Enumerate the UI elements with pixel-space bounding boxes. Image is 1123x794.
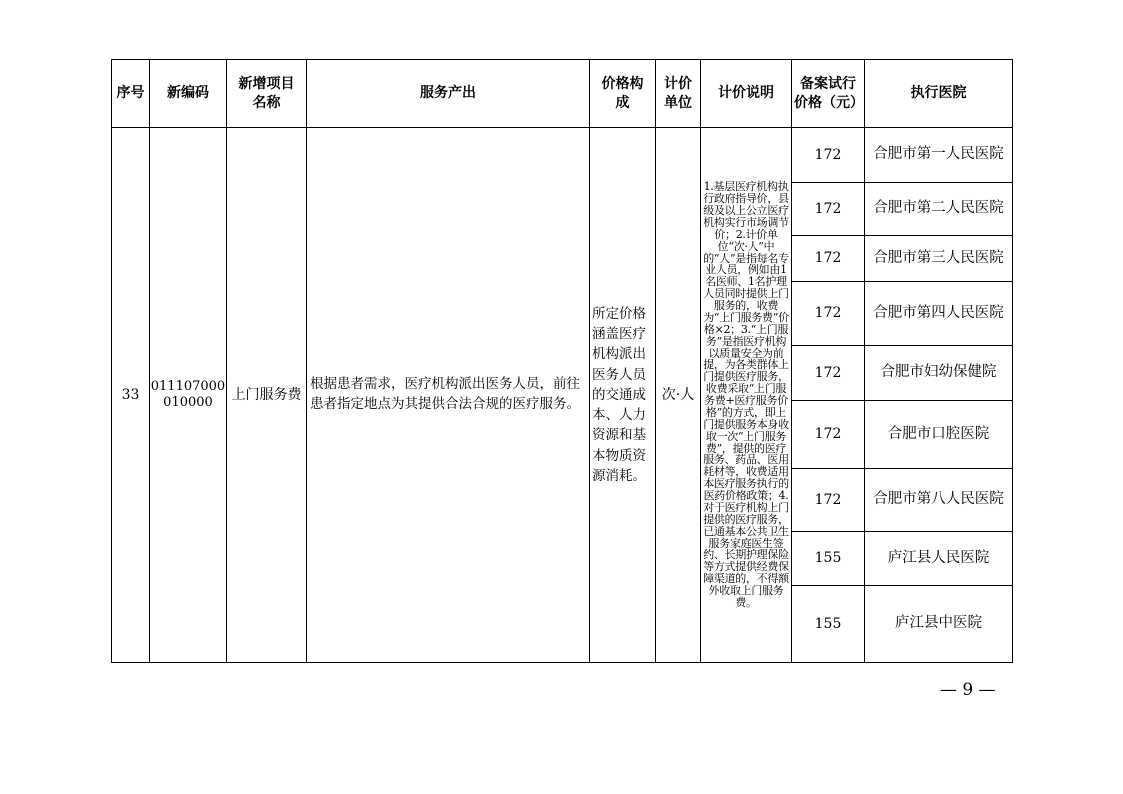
header-hospital: 执行医院 bbox=[865, 60, 1013, 128]
hospital-name: 合肥市第八人民医院 bbox=[865, 469, 1013, 532]
page-number: — 9 — bbox=[940, 680, 996, 700]
hospital-price: 172 bbox=[792, 401, 865, 469]
table-row bbox=[112, 128, 1013, 183]
row-seq: 33 bbox=[112, 128, 150, 663]
hospital-price: 172 bbox=[792, 282, 865, 346]
hospital-name: 合肥市第四人民医院 bbox=[865, 282, 1013, 346]
row-code: 011107000010000 bbox=[150, 128, 227, 663]
header-price: 备案试行价格（元） bbox=[792, 60, 865, 128]
row-composition: 所定价格涵盖医疗机构派出医务人员的交通成本、人力资源和基本物质资源消耗。 bbox=[590, 128, 656, 663]
hospital-name: 合肥市第一人民医院 bbox=[865, 128, 1013, 183]
hospital-name: 合肥市第二人民医院 bbox=[865, 183, 1013, 236]
header-unit: 计价单位 bbox=[656, 60, 701, 128]
hospital-price: 172 bbox=[792, 183, 865, 236]
header-seq: 序号 bbox=[112, 60, 150, 128]
price-table bbox=[111, 59, 1013, 663]
hospital-price: 172 bbox=[792, 469, 865, 532]
hospital-name: 合肥市妇幼保健院 bbox=[865, 346, 1013, 401]
hospital-price: 172 bbox=[792, 128, 865, 183]
hospital-name: 庐江县中医院 bbox=[865, 586, 1013, 663]
header-name: 新增项目名称 bbox=[227, 60, 307, 128]
hospital-price: 155 bbox=[792, 586, 865, 663]
row-service: 根据患者需求，医疗机构派出医务人员，前往患者指定地点为其提供合法合规的医疗服务。 bbox=[307, 128, 590, 663]
hospital-price: 172 bbox=[792, 346, 865, 401]
header-composition: 价格构成 bbox=[590, 60, 656, 128]
row-note: 1.基层医疗机构执行政府指导价，县级及以上公立医疗机构实行市场调节价；2.计价单位“次·人”中的“人”是指每名专业人员，例如由1名医师、1名护理人员同时提供上门服务的，收费为“上门服务费”价格×2；3.“上门服务”是指医疗机构以质量安全为前提，为各类群体上门提供医疗服务，收费采取“上门服务费+医疗服务价格”的方式，即上门提供服务本身收取一次“上门服务费”，提供的医疗服务、药品、医用耗材等，收费适用本医疗服务执行的医药价格政策；4.对于医疗机构上门提供的医疗服务，已通基本公共卫生服务家庭医生签约、长期护理保险等方式提供经费保障渠道的，不得额外收取上门服务费。 bbox=[701, 128, 792, 663]
row-unit: 次·人 bbox=[656, 128, 701, 663]
header-note: 计价说明 bbox=[701, 60, 792, 128]
hospital-name: 庐江县人民医院 bbox=[865, 532, 1013, 586]
hospital-name: 合肥市口腔医院 bbox=[865, 401, 1013, 469]
header-service: 服务产出 bbox=[307, 60, 590, 128]
header-code: 新编码 bbox=[150, 60, 227, 128]
hospital-price: 155 bbox=[792, 532, 865, 586]
row-name: 上门服务费 bbox=[227, 128, 307, 663]
header-row bbox=[112, 60, 1013, 128]
hospital-name: 合肥市第三人民医院 bbox=[865, 236, 1013, 282]
hospital-price: 172 bbox=[792, 236, 865, 282]
